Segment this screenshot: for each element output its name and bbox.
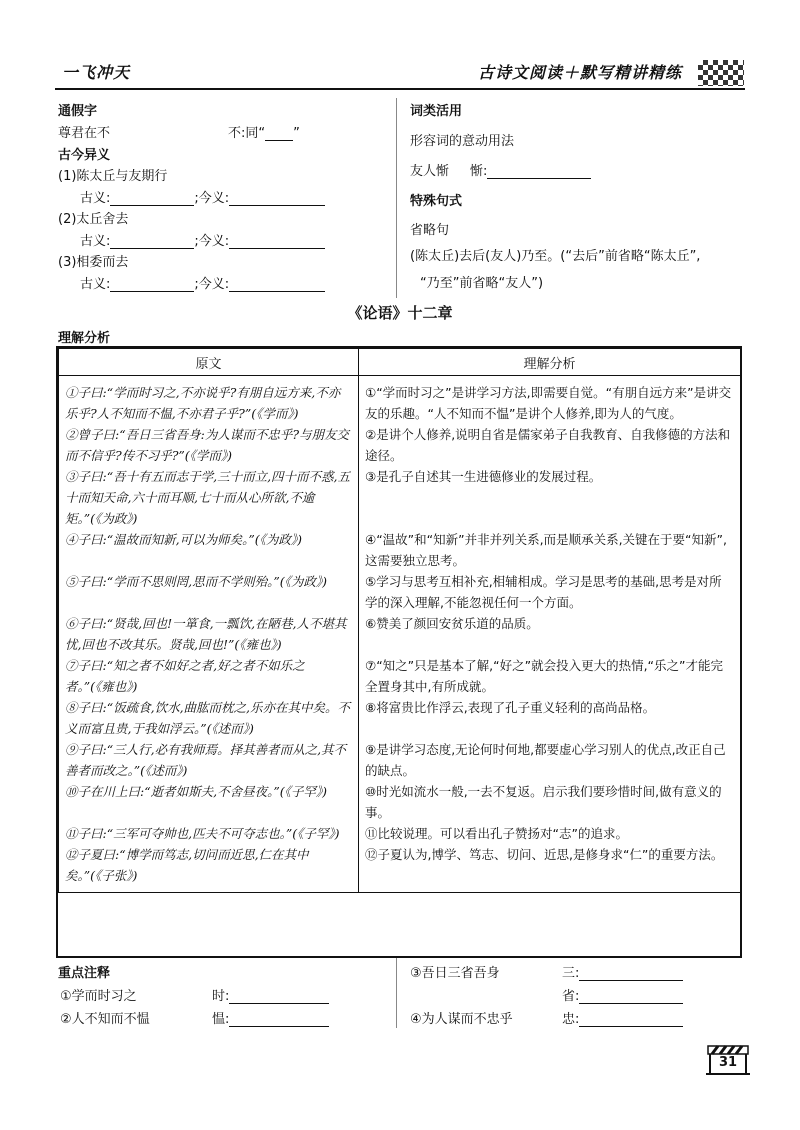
cilei-note-label: 惭: <box>470 164 488 179</box>
notes-title: 重点注释 <box>58 966 111 981</box>
note-question-1: ①学而时习之 <box>60 989 137 1004</box>
note-key: 三: <box>562 966 580 981</box>
gujin-question-3: (3)相委而去 <box>58 255 129 270</box>
analysis-cell: ⑤学习与思考互相补充,相辅相成。学习是思考的基础,思考是对所学的深入理解,不能忽视任何一个方面。 <box>359 571 741 613</box>
jin-label: ;今义: <box>194 277 230 292</box>
cilei-title: 词类活用 <box>410 104 463 119</box>
header-rule <box>55 88 745 90</box>
analysis-cell: ⑨是讲学习态度,无论何时何地,都要虚心学习别人的优点,改正自己的缺点。 <box>359 739 741 781</box>
gujin-question-2: (2)太丘舍去 <box>58 212 129 227</box>
jin-label: ;今义: <box>194 191 230 206</box>
table-header-row <box>59 349 741 376</box>
gu-blank[interactable] <box>110 234 194 249</box>
teshu-line-2: “乃至”前省略“友人”) <box>420 276 544 291</box>
note-blank[interactable] <box>579 989 683 1004</box>
gujin-title: 古今异义 <box>58 148 111 163</box>
original-text-cell: ⑥子曰:“贤哉,回也!一箪食,一瓢饮,在陋巷,人不堪其忧,回也不改其乐。贤哉,回也!”(《雍也》) <box>59 613 359 655</box>
chapter-title: 《论语》十二章 <box>347 304 453 322</box>
note-blank[interactable] <box>229 989 329 1004</box>
gu-label: 古义: <box>80 277 111 292</box>
tongjia-note-prefix: 不:同“ <box>228 126 266 141</box>
teshu-line-1: (陈太丘)去后(友人)乃至。(“去后”前省略“陈太丘”, <box>410 249 701 264</box>
note-answer-3b <box>562 985 683 1004</box>
table-row <box>59 529 741 571</box>
cilei-subtitle: 形容词的意动用法 <box>410 134 515 149</box>
original-text-cell: ①子曰:“学而时习之,不亦说乎?有朋自远方来,不亦乐乎?人不知而不愠,不亦君子乎?”(《学而》) <box>59 376 359 425</box>
table-row <box>59 466 741 529</box>
tongjia-blank[interactable] <box>265 126 293 141</box>
checker-decoration <box>698 60 744 86</box>
table-row <box>59 424 741 466</box>
analysis-cell: ②是讲个人修养,说明自省是儒家弟子自我教育、自我修德的方法和途径。 <box>359 424 741 466</box>
note-question-2: ②人不知而不愠 <box>60 1012 150 1027</box>
table-row <box>59 613 741 655</box>
analysis-cell: ⑧将富贵比作浮云,表现了孔子重义轻利的高尚品格。 <box>359 697 741 739</box>
original-text-cell: ③子曰:“吾十有五而志于学,三十而立,四十而不惑,五十而知天命,六十而耳顺,七十而从心所欲,不逾矩。”(《为政》) <box>59 466 359 529</box>
teshu-subtitle: 省略句 <box>410 223 450 238</box>
note-key: 时: <box>212 989 230 1004</box>
note-answer-4 <box>562 1008 683 1027</box>
top-column-divider <box>396 98 397 298</box>
analysis-cell: ④“温故”和“知新”并非并列关系,而是顺承关系,关键在于要“知新”,这需要独立思考。 <box>359 529 741 571</box>
gu-blank[interactable] <box>110 191 194 206</box>
header-original: 原文 <box>59 349 359 376</box>
original-text-cell: ⑩子在川上曰:“逝者如斯夫,不舍昼夜。”(《子罕》) <box>59 781 359 823</box>
table-row <box>59 739 741 781</box>
note-question-4: ④为人谋而不忠乎 <box>410 1012 513 1027</box>
page-number: 31 <box>718 1055 738 1070</box>
note-answer-1 <box>212 985 329 1004</box>
note-answer-3 <box>562 962 683 981</box>
jin-blank[interactable] <box>229 234 325 249</box>
original-text-cell: ⑪子曰:“三军可夺帅也,匹夫不可夺志也。”(《子罕》) <box>59 823 359 844</box>
gujin-answer-1 <box>80 187 325 206</box>
table-row <box>59 781 741 823</box>
original-text-cell: ⑧子曰:“饭疏食,饮水,曲肱而枕之,乐亦在其中矣。不义而富且贵,于我如浮云。”(《述而》) <box>59 697 359 739</box>
series-logo: 一飞冲天 <box>62 63 131 82</box>
tongjia-note <box>228 122 300 141</box>
note-question-3: ③吾日三省吾身 <box>410 966 500 981</box>
note-answer-2 <box>212 1008 329 1027</box>
book-title: 古诗文阅读＋默写精讲精练 <box>478 63 683 82</box>
table-row <box>59 823 741 844</box>
note-blank[interactable] <box>579 966 683 981</box>
analysis-cell: ⑩时光如流水一般,一去不复返。启示我们要珍惜时间,做有意义的事。 <box>359 781 741 823</box>
table-row <box>59 844 741 893</box>
lunyu-table <box>58 348 741 893</box>
tongjia-note-suffix: ” <box>293 126 300 141</box>
gujin-answer-2 <box>80 230 325 249</box>
cilei-note <box>470 160 591 179</box>
table-row <box>59 697 741 739</box>
original-text-cell: ⑤子曰:“学而不思则罔,思而不学则殆。”(《为政》) <box>59 571 359 613</box>
analysis-cell: ③是孔子自述其一生进德修业的发展过程。 <box>359 466 741 529</box>
cilei-blank[interactable] <box>487 164 591 179</box>
table-row <box>59 655 741 697</box>
analysis-cell: ①“学而时习之”是讲学习方法,即需要自觉。“有朋自远方来”是讲交友的乐趣。“人不知而不愠”是讲个人修养,即为人的气度。 <box>359 376 741 425</box>
gujin-answer-3 <box>80 273 325 292</box>
note-blank[interactable] <box>579 1012 683 1027</box>
tongjia-title: 通假字 <box>58 104 98 119</box>
table-row <box>59 571 741 613</box>
note-key: 忠: <box>562 1012 580 1027</box>
original-text-cell: ⑫子夏曰:“博学而笃志,切问而近思,仁在其中矣。”(《子张》) <box>59 844 359 893</box>
table-row <box>59 376 741 425</box>
analysis-cell: ⑥赞美了颜回安贫乐道的品质。 <box>359 613 741 655</box>
original-text-cell: ⑨子曰:“三人行,必有我师焉。择其善者而从之,其不善者而改之。”(《述而》) <box>59 739 359 781</box>
note-blank[interactable] <box>229 1012 329 1027</box>
cilei-item: 友人惭 <box>410 164 450 179</box>
analysis-label: 理解分析 <box>58 331 111 346</box>
jin-blank[interactable] <box>229 191 325 206</box>
gu-label: 古义: <box>80 191 111 206</box>
original-text-cell: ④子曰:“温故而知新,可以为师矣。”(《为政》) <box>59 529 359 571</box>
gu-label: 古义: <box>80 234 111 249</box>
gu-blank[interactable] <box>110 277 194 292</box>
analysis-cell: ⑦“知之”只是基本了解,“好之”就会投入更大的热情,“乐之”才能完全置身其中,有所成就。 <box>359 655 741 697</box>
jin-blank[interactable] <box>229 277 325 292</box>
jin-label: ;今义: <box>194 234 230 249</box>
note-key: 省: <box>562 989 580 1004</box>
note-key: 愠: <box>212 1012 230 1027</box>
table-body <box>59 376 741 893</box>
notes-divider <box>396 958 397 1028</box>
gujin-question-1: (1)陈太丘与友期行 <box>58 169 168 184</box>
original-text-cell: ⑦子曰:“知之者不如好之者,好之者不如乐之者。”(《雍也》) <box>59 655 359 697</box>
teshu-title: 特殊句式 <box>410 194 463 209</box>
page-number-badge <box>706 1042 750 1076</box>
tongjia-item: 尊君在不 <box>58 126 111 141</box>
header-analysis: 理解分析 <box>359 349 741 376</box>
analysis-cell: ⑫子夏认为,博学、笃志、切问、近思,是修身求“仁”的重要方法。 <box>359 844 741 893</box>
analysis-cell: ⑪比较说理。可以看出孔子赞扬对“志”的追求。 <box>359 823 741 844</box>
original-text-cell: ②曾子曰:“吾日三省吾身:为人谋而不忠乎?与朋友交而不信乎?传不习乎?”(《学而》) <box>59 424 359 466</box>
